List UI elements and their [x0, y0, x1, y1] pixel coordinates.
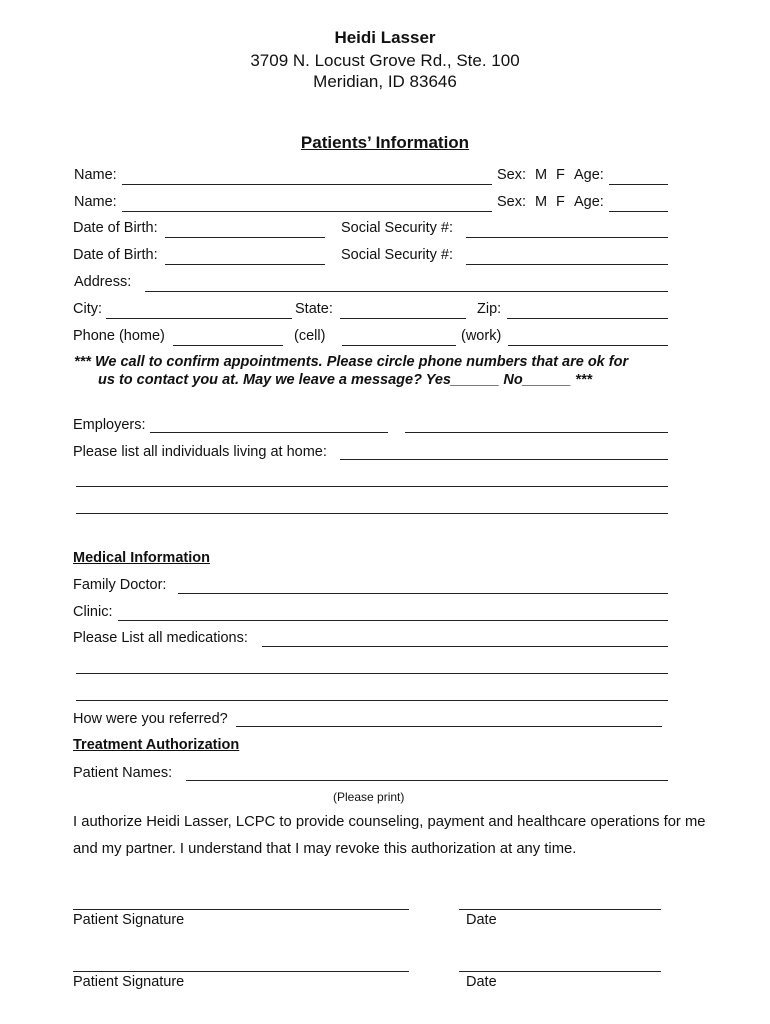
city-label: City:	[73, 301, 102, 317]
sex-m-option-1[interactable]: M	[535, 167, 548, 183]
signature-line-1[interactable]	[73, 909, 409, 910]
phone-home-label: Phone (home)	[73, 328, 165, 344]
ssn-label-1: Social Security #:	[341, 220, 454, 236]
phone-work-label: (work)	[461, 328, 502, 344]
practice-address-line2: Meridian, ID 83646	[313, 72, 457, 91]
phone-home-field[interactable]	[173, 345, 283, 346]
date-label-2: Date	[466, 974, 497, 990]
ssn-field-2[interactable]	[466, 264, 668, 265]
name-label-1: Name:	[74, 167, 117, 183]
name-field-2[interactable]	[122, 211, 492, 212]
practice-address-line1: 3709 N. Locust Grove Rd., Ste. 100	[250, 51, 520, 70]
contact-notice-line2: us to contact you at. May we leave a message? Yes______ No______ ***	[98, 372, 593, 388]
individuals-field-2[interactable]	[76, 486, 668, 487]
phone-work-field[interactable]	[508, 345, 668, 346]
dob-field-1[interactable]	[165, 237, 325, 238]
family-doctor-field[interactable]	[178, 593, 668, 594]
zip-field[interactable]	[507, 318, 668, 319]
practitioner-name: Heidi Lasser	[334, 28, 436, 47]
treatment-authorization-heading: Treatment Authorization	[73, 737, 240, 753]
date-label-1: Date	[466, 912, 497, 928]
age-label-1: Age:	[574, 167, 604, 183]
sex-f-option-2[interactable]: F	[556, 194, 565, 210]
patient-names-field[interactable]	[186, 780, 668, 781]
family-doctor-label: Family Doctor:	[73, 577, 167, 593]
medications-field-2[interactable]	[76, 673, 668, 674]
dob-label-1: Date of Birth:	[73, 220, 158, 236]
sex-label-1: Sex:	[497, 167, 527, 183]
name-field-1[interactable]	[122, 184, 492, 185]
ssn-field-1[interactable]	[466, 237, 668, 238]
signature-label-1: Patient Signature	[73, 912, 185, 928]
medications-field-1[interactable]	[262, 646, 668, 647]
dob-label-2: Date of Birth:	[73, 247, 158, 263]
sex-f-option-1[interactable]: F	[556, 167, 565, 183]
patient-names-label: Patient Names:	[73, 765, 173, 781]
employer-field-2[interactable]	[405, 432, 668, 433]
phone-cell-field[interactable]	[342, 345, 456, 346]
medications-label: Please List all medications:	[73, 630, 248, 646]
zip-label: Zip:	[477, 301, 502, 317]
city-field[interactable]	[106, 318, 292, 319]
employers-label: Employers:	[73, 417, 146, 433]
state-field[interactable]	[340, 318, 466, 319]
individuals-at-home-label: Please list all individuals living at home:	[73, 444, 327, 460]
authorization-text-line2: and my partner. I understand that I may revoke this authorization at any time.	[73, 841, 577, 857]
dob-field-2[interactable]	[165, 264, 325, 265]
individuals-field-1[interactable]	[340, 459, 668, 460]
state-label: State:	[295, 301, 333, 317]
ssn-label-2: Social Security #:	[341, 247, 454, 263]
sex-m-option-2[interactable]: M	[535, 194, 548, 210]
form-title: Patients’ Information	[300, 133, 470, 152]
referred-label: How were you referred?	[73, 711, 228, 727]
please-print-note: (Please print)	[333, 790, 405, 804]
medications-field-3[interactable]	[76, 700, 668, 701]
employer-field-1[interactable]	[150, 432, 388, 433]
age-label-2: Age:	[574, 194, 604, 210]
contact-notice-line1: *** We call to confirm appointments. Please circle phone numbers that are ok for	[74, 354, 629, 370]
clinic-field[interactable]	[118, 620, 668, 621]
clinic-label: Clinic:	[73, 604, 113, 620]
sex-label-2: Sex:	[497, 194, 527, 210]
signature-line-2[interactable]	[73, 971, 409, 972]
individuals-field-3[interactable]	[76, 513, 668, 514]
age-field-1[interactable]	[609, 184, 668, 185]
date-line-1[interactable]	[459, 909, 661, 910]
medical-information-heading: Medical Information	[73, 550, 210, 566]
referred-field[interactable]	[236, 726, 662, 727]
address-field[interactable]	[145, 291, 668, 292]
authorization-text-line1: I authorize Heidi Lasser, LCPC to provide counseling, payment and healthcare operations for me	[73, 814, 706, 830]
address-label: Address:	[74, 274, 132, 290]
age-field-2[interactable]	[609, 211, 668, 212]
phone-cell-label: (cell)	[294, 328, 326, 344]
date-line-2[interactable]	[459, 971, 661, 972]
name-label-2: Name:	[74, 194, 117, 210]
signature-label-2: Patient Signature	[73, 974, 185, 990]
